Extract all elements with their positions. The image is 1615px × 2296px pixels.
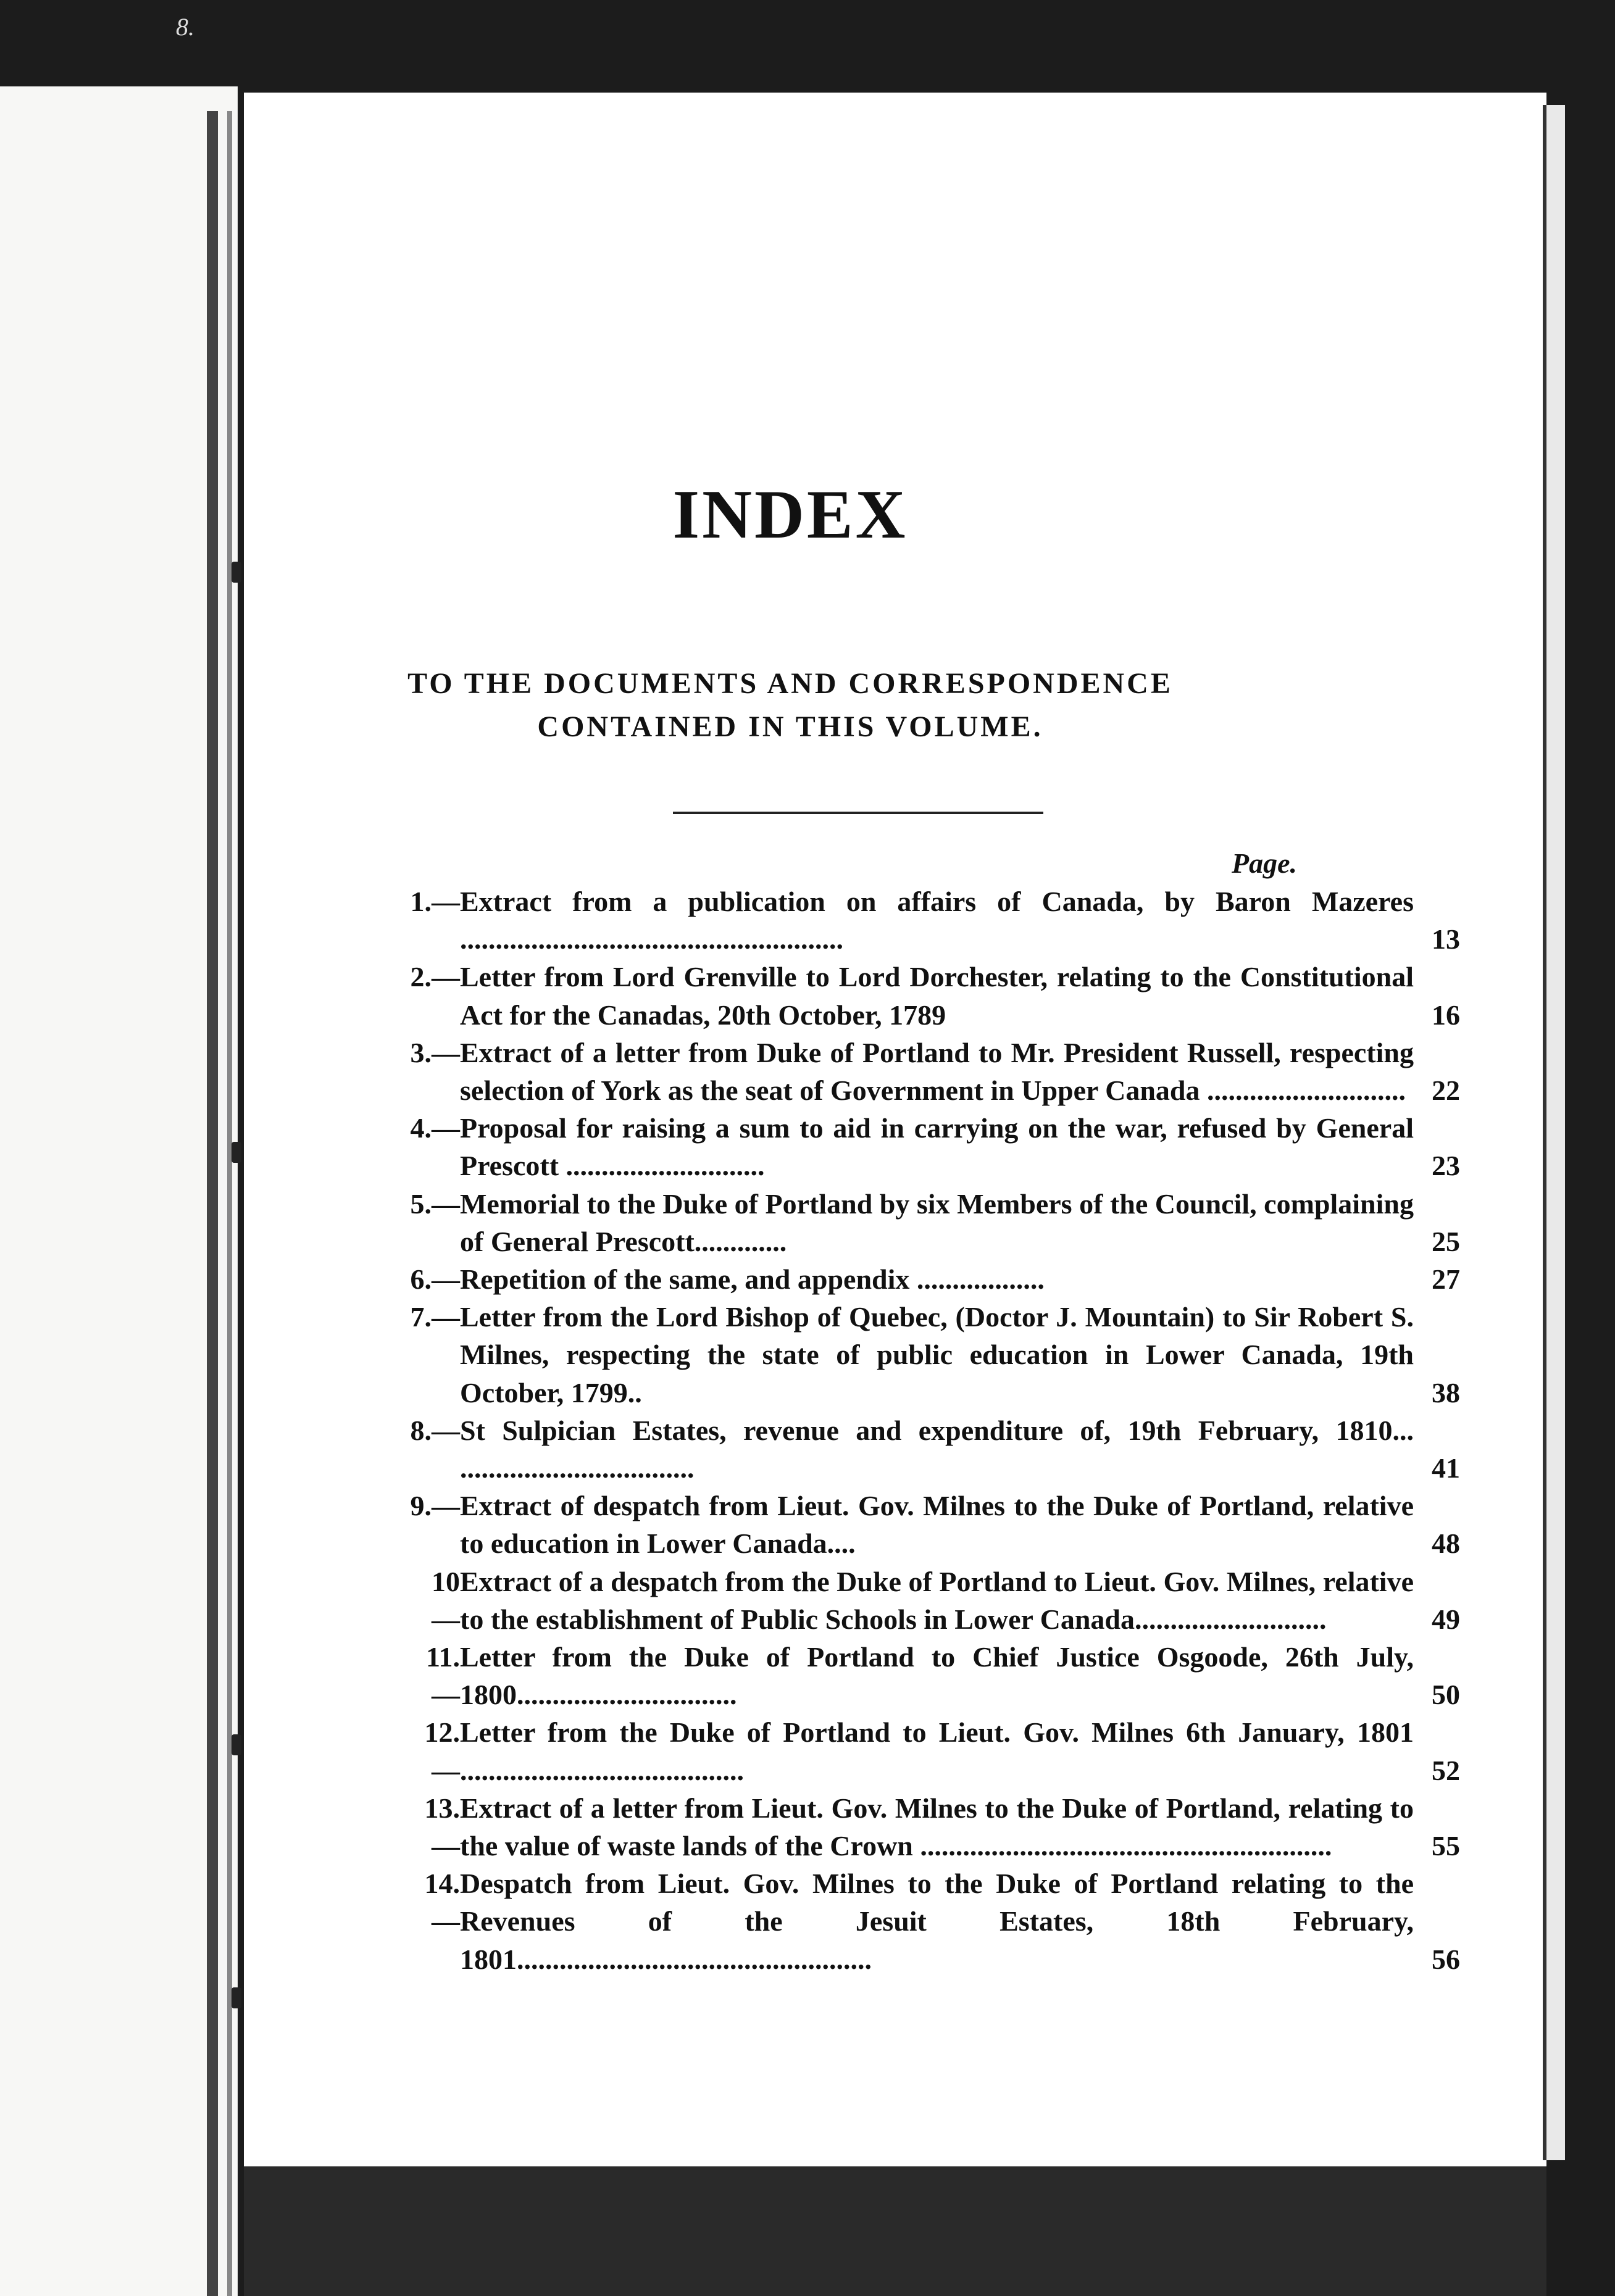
entry-page: 56: [1432, 1943, 1460, 1975]
entry-text: Extract of a letter from Duke of Portland to Mr. President Russell, respecting selection of York as the seat of Government in Upper Canada ............................: [460, 1036, 1414, 1107]
index-entry: [398, 1865, 1460, 1978]
entry-text: Letter from the Duke of Portland to Lieut. Gov. Milnes 6th January, 1801 ........................................: [460, 1716, 1414, 1786]
entry-page: 41: [1432, 1452, 1460, 1484]
entry-text: Letter from Lord Grenville to Lord Dorchester, relating to the Constitutional Act for the Canadas, 20th October, 1789: [460, 961, 1414, 1031]
page-title: INDEX: [672, 476, 908, 553]
entry-number: 1.—: [410, 886, 460, 917]
binding-notch: [232, 1987, 241, 2008]
entry-page: 49: [1432, 1603, 1460, 1635]
page-right-edge: [1543, 105, 1565, 2160]
index-entry: [398, 1034, 1460, 1109]
entry-page: 27: [1432, 1263, 1460, 1296]
entry-text: Extract of a letter from Lieut. Gov. Milnes to the Duke of Portland, relating to the value of waste lands of the Crown ..........................................................: [460, 1792, 1414, 1862]
entry-page: 16: [1432, 999, 1460, 1031]
entry-page: 50: [1432, 1679, 1460, 1711]
index-entry: [398, 1638, 1460, 1713]
entry-number: 9.—: [410, 1490, 460, 1522]
entry-text: Proposal for raising a sum to aid in carrying on the war, refused by General Prescott ............................: [460, 1112, 1414, 1182]
entry-text: Memorial to the Duke of Portland by six Members of the Council, complaining of General Prescott.............: [460, 1188, 1414, 1257]
entry-text: Letter from the Lord Bishop of Quebec, (Doctor J. Mountain) to Sir Robert S. Milnes, respecting the state of public education in Lower Canada, 19th October, 1799..: [460, 1301, 1414, 1408]
entry-page: 55: [1432, 1830, 1460, 1862]
index-entry: [398, 1109, 1460, 1184]
binding-notch: [232, 1142, 241, 1163]
index-entry: [398, 1260, 1460, 1298]
entry-number: 7.—: [410, 1301, 460, 1333]
index-entry: [398, 883, 1460, 958]
entry-page: 38: [1432, 1376, 1460, 1408]
left-facing-page: [0, 86, 238, 2296]
scan-bottom-margin: [244, 2166, 1546, 2296]
entry-text: St Sulpician Estates, revenue and expenditure of, 19th February, 1810... .................................: [460, 1414, 1414, 1484]
entry-number: 4.—: [410, 1112, 460, 1144]
index-entry: [398, 1412, 1460, 1487]
entry-number: 11.—: [426, 1641, 460, 1711]
entry-page: 23: [1432, 1150, 1460, 1182]
entry-page: 13: [1432, 923, 1460, 955]
binding-notch: [232, 562, 241, 583]
index-entry: [398, 1185, 1460, 1260]
index-entry: [398, 1789, 1460, 1865]
entry-number: 6.—: [410, 1263, 460, 1296]
index-entry: [398, 1563, 1460, 1638]
binding-rule: [207, 111, 218, 2296]
entry-text: Despatch from Lieut. Gov. Milnes to the Duke of Portland relating to the Revenues of the Jesuit Estates, 18th February, 1801..................................................: [460, 1868, 1414, 1975]
entry-number: 5.—: [410, 1188, 460, 1220]
entry-page: 52: [1432, 1754, 1460, 1786]
index-list: [398, 883, 1460, 1978]
entry-text: Letter from the Duke of Portland to Chief Justice Osgoode, 26th July, 1800...............................: [460, 1641, 1414, 1711]
binding-rule-secondary: [227, 111, 232, 2296]
subtitle-line-2: CONTAINED IN THIS VOLUME.: [537, 710, 1043, 743]
entry-number: 3.—: [410, 1036, 460, 1068]
entry-number: 10 —: [432, 1565, 460, 1635]
binding-notch: [232, 1734, 241, 1755]
entry-text: Repetition of the same, and appendix ..................: [460, 1263, 1045, 1296]
page-column-label: Page.: [1232, 847, 1298, 879]
margin-mark: 8.: [176, 13, 194, 41]
entry-number: 14.—: [424, 1868, 460, 1937]
entry-number: 12.—: [424, 1716, 460, 1786]
entry-text: Extract of a despatch from the Duke of Portland to Lieut. Gov. Milnes, relative to the establishment of Public Schools in Lower Canada...........................: [460, 1565, 1414, 1635]
entry-page: 25: [1432, 1225, 1460, 1257]
entry-number: 2.—: [410, 961, 460, 993]
entry-text: Extract of despatch from Lieut. Gov. Milnes to the Duke of Portland, relative to education in Lower Canada....: [460, 1490, 1414, 1560]
index-entry: [398, 958, 1460, 1033]
entry-text: Extract from a publication on affairs of Canada, by Baron Mazeres ......................................................: [460, 886, 1414, 955]
index-page: [244, 93, 1546, 2166]
entry-number: 13.—: [424, 1792, 460, 1862]
index-entry: [398, 1487, 1460, 1562]
entry-page: 22: [1432, 1075, 1460, 1107]
entry-number: 8.—: [410, 1414, 460, 1446]
title-divider: [673, 812, 1043, 814]
subtitle-line-1: TO THE DOCUMENTS AND CORRESPONDENCE: [407, 667, 1173, 700]
index-entry: [398, 1713, 1460, 1789]
index-entry: [398, 1298, 1460, 1412]
entry-page: 48: [1432, 1528, 1460, 1560]
